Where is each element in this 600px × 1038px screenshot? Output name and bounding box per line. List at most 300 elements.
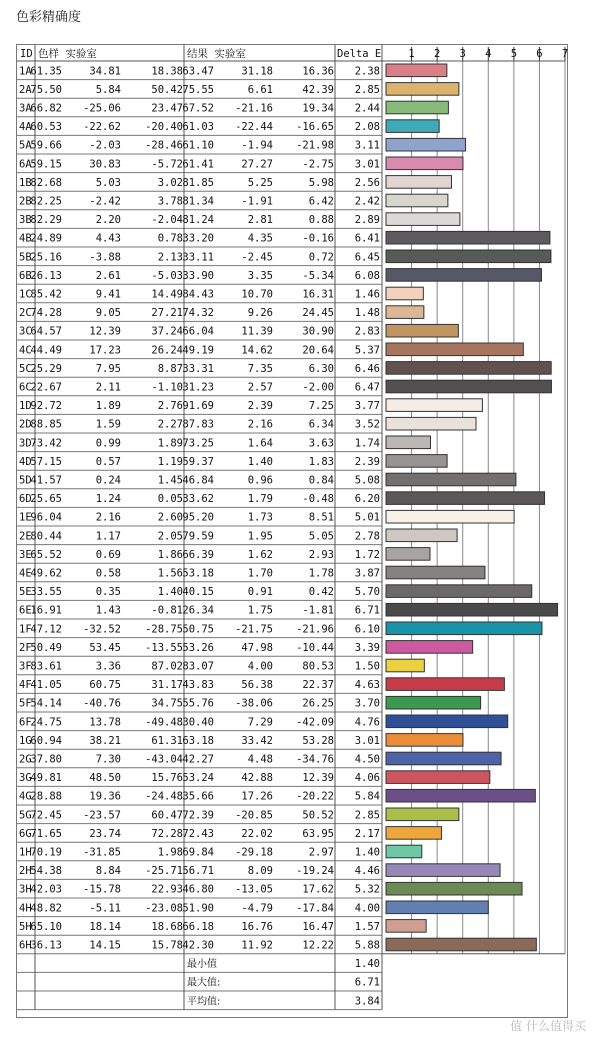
result-value: 59.37	[182, 455, 214, 468]
sample-value: 65.52	[30, 548, 62, 561]
result-value: 10.70	[241, 288, 273, 301]
result-value: 1.75	[247, 604, 273, 617]
result-value: 31.23	[182, 381, 214, 394]
delta-e-bar	[386, 585, 532, 598]
delta-e-value: 4.63	[354, 679, 380, 692]
result-value: 11.39	[241, 325, 273, 338]
result-value: 56.71	[182, 865, 214, 878]
delta-e-bar	[386, 696, 481, 709]
row-id: 2A	[19, 83, 32, 96]
sample-value: 30.83	[89, 158, 121, 171]
row-id: 5C	[19, 362, 32, 375]
delta-e-value: 5.08	[354, 474, 380, 487]
sample-value: 0.78	[157, 232, 183, 245]
sample-value: -25.71	[145, 865, 183, 878]
delta-e-bar	[386, 138, 466, 151]
result-value: -5.34	[302, 269, 334, 282]
result-value: 1.70	[247, 567, 273, 580]
sample-value: 0.99	[95, 437, 121, 450]
sample-value: 16.91	[30, 604, 62, 617]
result-value: 53.24	[182, 772, 214, 785]
result-value: 81.85	[182, 176, 214, 189]
sample-value: -20.40	[145, 121, 183, 134]
delta-e-bar	[386, 808, 459, 821]
sample-value: 82.29	[30, 214, 62, 227]
delta-e-value: 6.71	[354, 604, 380, 617]
delta-e-bar	[386, 529, 457, 542]
result-value: -38.06	[235, 697, 273, 710]
sample-value: 73.42	[30, 437, 62, 450]
result-value: 4.35	[247, 232, 273, 245]
sample-value: 1.98	[157, 846, 183, 859]
sample-value: 3.02	[157, 176, 183, 189]
sample-value: 1.24	[95, 493, 121, 506]
result-value: 50.75	[182, 623, 214, 636]
result-value: 50.52	[302, 809, 334, 822]
result-value: 12.22	[302, 939, 334, 952]
sample-value: 61.35	[30, 65, 62, 78]
result-value: 61.10	[182, 139, 214, 152]
row-id: 4F	[19, 679, 32, 692]
delta-e-value: 2.83	[354, 325, 380, 338]
sample-value: -13.55	[145, 641, 183, 654]
result-value: 22.02	[241, 827, 273, 840]
sample-value: 49.81	[30, 772, 62, 785]
sample-value: 36.13	[30, 939, 62, 952]
delta-e-value: 1.74	[354, 437, 380, 450]
summary-label: 平均值:	[187, 996, 221, 1008]
row-id: 3H	[19, 883, 32, 896]
sample-value: 3.78	[157, 195, 183, 208]
row-id: 3A	[19, 102, 32, 115]
delta-e-value: 5.70	[354, 586, 380, 599]
row-id: 1B	[19, 176, 32, 189]
sample-value: 1.43	[95, 604, 121, 617]
delta-e-value: 4.00	[354, 902, 380, 915]
result-value: -21.16	[235, 102, 273, 115]
sample-value: 2.60	[157, 511, 183, 524]
sample-value: 66.82	[30, 102, 62, 115]
sample-value: 61.31	[151, 734, 183, 747]
result-value: 17.26	[241, 790, 273, 803]
sample-value: 24.75	[30, 716, 62, 729]
delta-e-value: 2.08	[354, 121, 380, 134]
result-value: 53.18	[182, 567, 214, 580]
sample-value: 60.75	[89, 679, 121, 692]
delta-e-bar	[386, 176, 451, 189]
result-value: -0.48	[302, 493, 334, 506]
tick-label: 3	[459, 48, 466, 60]
row-id: 5F	[19, 697, 32, 710]
header-sample-lab: 色样 实验室	[38, 48, 97, 60]
sample-value: 47.12	[30, 623, 62, 636]
sample-value: 38.21	[89, 734, 121, 747]
result-value: 30.40	[182, 716, 214, 729]
result-value: -16.65	[296, 121, 334, 134]
sample-value: 9.41	[95, 288, 121, 301]
delta-e-value: 6.46	[354, 362, 380, 375]
result-value: 84.43	[182, 288, 214, 301]
row-id: 5A	[19, 139, 32, 152]
sample-value: -24.48	[145, 790, 183, 803]
summary-value: 3.84	[354, 995, 380, 1008]
result-value: 67.52	[182, 102, 214, 115]
delta-e-value: 1.46	[354, 288, 380, 301]
result-value: 26.34	[182, 604, 214, 617]
result-value: 0.96	[247, 474, 273, 487]
page-title: 色彩精确度	[16, 10, 82, 25]
result-value: 0.42	[308, 586, 334, 599]
result-value: 1.78	[308, 567, 334, 580]
delta-e-bar	[386, 362, 551, 375]
result-value: -1.94	[241, 139, 273, 152]
delta-e-bar	[386, 864, 500, 877]
delta-e-value: 6.08	[354, 269, 380, 282]
sample-value: 0.69	[95, 548, 121, 561]
result-value: 27.27	[241, 158, 273, 171]
result-value: 43.83	[182, 679, 214, 692]
result-value: 1.83	[308, 455, 334, 468]
sample-value: 57.15	[30, 455, 62, 468]
sample-value: 44.49	[30, 344, 62, 357]
sample-value: 2.05	[157, 530, 183, 543]
result-value: 1.73	[247, 511, 273, 524]
sample-value: 13.78	[89, 716, 121, 729]
delta-e-value: 2.17	[354, 827, 380, 840]
row-id: 1E	[19, 511, 32, 524]
row-id: 6A	[19, 158, 32, 171]
result-value: 33.42	[241, 734, 273, 747]
result-value: 66.04	[182, 325, 214, 338]
result-value: 7.25	[308, 400, 334, 413]
sample-value: 19.36	[89, 790, 121, 803]
result-value: 11.92	[241, 939, 273, 952]
result-value: 9.26	[247, 307, 273, 320]
sample-value: 18.14	[89, 920, 121, 933]
header-delta-e: Delta E	[337, 48, 382, 60]
row-id: 2E	[19, 530, 32, 543]
sample-value: 82.25	[30, 195, 62, 208]
result-value: 24.45	[302, 307, 334, 320]
delta-e-value: 5.01	[354, 511, 380, 524]
sample-value: -1.10	[151, 381, 183, 394]
result-value: 87.83	[182, 418, 214, 431]
sample-value: 18.68	[151, 920, 183, 933]
delta-e-bar	[386, 771, 490, 784]
delta-e-value: 6.47	[354, 381, 380, 394]
result-value: -19.24	[296, 865, 334, 878]
sample-value: 24.89	[30, 232, 62, 245]
delta-e-value: 4.76	[354, 716, 380, 729]
sample-value: 87.02	[151, 660, 183, 673]
result-value: 2.16	[247, 418, 273, 431]
delta-e-value: 2.44	[354, 102, 380, 115]
sample-value: 65.10	[30, 920, 62, 933]
sample-value: 1.40	[157, 586, 183, 599]
summary-value: 6.71	[354, 976, 380, 989]
sample-value: -5.03	[151, 269, 183, 282]
delta-e-bar	[386, 287, 423, 300]
row-id: 6F	[19, 716, 32, 729]
result-value: 1.40	[247, 455, 273, 468]
sample-value: -28.46	[145, 139, 183, 152]
result-value: 26.25	[302, 697, 334, 710]
sample-value: 71.65	[30, 827, 62, 840]
result-value: 12.39	[302, 772, 334, 785]
sample-value: 0.24	[95, 474, 121, 487]
row-id: 2D	[19, 418, 32, 431]
tick-label: 4	[485, 48, 492, 60]
sample-value: 64.57	[30, 325, 62, 338]
row-id: 3C	[19, 325, 32, 338]
result-value: 2.81	[247, 214, 273, 227]
sample-value: 60.94	[30, 734, 62, 747]
result-value: 66.39	[182, 548, 214, 561]
delta-e-value: 4.50	[354, 753, 380, 766]
result-value: 6.30	[308, 362, 334, 375]
delta-e-bar	[386, 343, 523, 356]
sample-value: -3.88	[89, 251, 121, 264]
delta-e-value: 5.84	[354, 790, 380, 803]
row-id: 3E	[19, 548, 32, 561]
result-value: -29.18	[235, 846, 273, 859]
header-id: ID	[20, 48, 33, 60]
row-id: 1G	[19, 734, 32, 747]
sample-value: 5.03	[95, 176, 121, 189]
result-value: 63.18	[182, 734, 214, 747]
sample-value: 70.19	[30, 846, 62, 859]
row-id: 3B	[19, 214, 32, 227]
delta-e-bar	[386, 678, 504, 691]
sample-value: 8.87	[157, 362, 183, 375]
sample-value: 2.76	[157, 400, 183, 413]
result-value: 56.38	[241, 679, 273, 692]
result-value: 61.41	[182, 158, 214, 171]
delta-e-value: 2.89	[354, 214, 380, 227]
result-value: -34.76	[296, 753, 334, 766]
delta-e-bar	[386, 380, 551, 393]
result-value: 81.34	[182, 195, 214, 208]
watermark: 值 什么值得买	[510, 1019, 586, 1033]
result-value: -13.05	[235, 883, 273, 896]
result-value: 1.79	[247, 493, 273, 506]
result-value: -1.91	[241, 195, 273, 208]
sample-value: 15.78	[151, 939, 183, 952]
result-value: -20.85	[235, 809, 273, 822]
sample-value: -49.48	[145, 716, 183, 729]
result-value: 73.25	[182, 437, 214, 450]
sample-value: 0.35	[95, 586, 121, 599]
sample-value: 74.28	[30, 307, 62, 320]
sample-value: 85.42	[30, 288, 62, 301]
delta-e-value: 3.01	[354, 734, 380, 747]
tick-label: 6	[536, 48, 543, 60]
delta-e-value: 3.11	[354, 139, 380, 152]
sample-value: 2.27	[157, 418, 183, 431]
sample-value: 3.36	[95, 660, 121, 673]
result-value: 2.39	[247, 400, 273, 413]
delta-e-bar	[386, 622, 542, 635]
sample-value: -2.42	[89, 195, 121, 208]
result-value: 16.31	[302, 288, 334, 301]
row-id: 1A	[19, 65, 32, 78]
sample-value: -2.04	[151, 214, 183, 227]
delta-e-bar	[386, 473, 516, 486]
delta-e-value: 4.06	[354, 772, 380, 785]
tick-label: 7	[561, 48, 569, 60]
result-value: 0.84	[308, 474, 334, 487]
row-id: 1H	[19, 846, 32, 859]
sample-value: 54.14	[30, 697, 62, 710]
result-value: 2.93	[308, 548, 334, 561]
sample-value: 34.75	[151, 697, 183, 710]
sample-value: 26.13	[30, 269, 62, 282]
sample-value: 48.82	[30, 902, 62, 915]
sample-value: 1.86	[157, 548, 183, 561]
sample-value: 50.49	[30, 641, 62, 654]
delta-e-bar	[386, 455, 447, 468]
result-value: 61.03	[182, 121, 214, 134]
delta-e-bar	[386, 157, 463, 170]
result-value: -21.96	[296, 623, 334, 636]
tick-label: 5	[510, 48, 518, 60]
result-value: 42.88	[241, 772, 273, 785]
delta-e-bar	[386, 920, 426, 933]
sample-value: 22.67	[30, 381, 62, 394]
delta-e-bar	[386, 659, 424, 672]
sample-value: -15.78	[83, 883, 121, 896]
delta-e-value: 1.50	[354, 660, 380, 673]
row-id: 2C	[19, 307, 32, 320]
sample-value: 60.53	[30, 121, 62, 134]
sample-value: 1.45	[157, 474, 183, 487]
result-value: 8.09	[247, 865, 273, 878]
row-id: 6D	[19, 493, 32, 506]
sample-value: 83.61	[30, 660, 62, 673]
result-value: 33.90	[182, 269, 214, 282]
sample-value: 92.72	[30, 400, 62, 413]
row-id: 4C	[19, 344, 32, 357]
row-id: 6H	[19, 939, 32, 952]
sample-value: -0.81	[151, 604, 183, 617]
color-accuracy-chart	[17, 45, 567, 1017]
delta-e-bar	[386, 324, 458, 337]
sample-value: 25.16	[30, 251, 62, 264]
result-value: -22.44	[235, 121, 273, 134]
delta-e-value: 6.10	[354, 623, 380, 636]
result-value: 47.98	[241, 641, 273, 654]
result-value: 6.34	[308, 418, 334, 431]
delta-e-bar	[386, 120, 439, 133]
delta-e-value: 2.38	[354, 65, 380, 78]
sample-value: 2.16	[95, 511, 121, 524]
result-value: 42.27	[182, 753, 214, 766]
sample-value: 0.57	[95, 455, 121, 468]
delta-e-value: 1.48	[354, 307, 380, 320]
sample-value: 9.05	[95, 307, 121, 320]
delta-e-value: 5.88	[354, 939, 380, 952]
sample-value: 60.47	[151, 809, 183, 822]
delta-e-bar	[386, 901, 488, 914]
delta-e-value: 6.41	[354, 232, 380, 245]
sample-value: 0.58	[95, 567, 121, 580]
result-value: 20.64	[302, 344, 334, 357]
delta-e-value: 2.39	[354, 455, 380, 468]
result-value: 53.28	[302, 734, 334, 747]
sample-value: 23.74	[89, 827, 121, 840]
delta-e-bar	[386, 194, 448, 207]
sample-value: 1.89	[157, 437, 183, 450]
row-id: 2G	[19, 753, 32, 766]
delta-e-bar	[386, 715, 508, 728]
sample-value: 7.30	[95, 753, 121, 766]
result-value: 4.00	[247, 660, 273, 673]
sample-value: 37.24	[151, 325, 183, 338]
delta-e-bar	[386, 845, 422, 858]
row-id: 1D	[19, 400, 32, 413]
result-value: 31.18	[241, 65, 273, 78]
sample-value: 7.95	[95, 362, 121, 375]
result-value: 1.95	[247, 530, 273, 543]
delta-e-value: 3.77	[354, 400, 380, 413]
row-id: 6G	[19, 827, 32, 840]
result-value: -21.98	[296, 139, 334, 152]
result-value: 8.51	[308, 511, 334, 524]
delta-e-value: 3.70	[354, 697, 380, 710]
result-value: 55.76	[182, 697, 214, 710]
tick-label: 2	[433, 48, 441, 60]
sample-value: -25.06	[83, 102, 121, 115]
row-id: 4H	[19, 902, 32, 915]
result-value: 16.47	[302, 920, 334, 933]
result-value: 3.35	[247, 269, 273, 282]
sample-value: 34.81	[89, 65, 121, 78]
sample-value: 1.17	[95, 530, 121, 543]
delta-e-value: 3.87	[354, 567, 380, 580]
result-value: 72.43	[182, 827, 214, 840]
result-value: -17.84	[296, 902, 334, 915]
delta-e-value: 6.45	[354, 251, 380, 264]
delta-e-bar	[386, 938, 536, 951]
sample-value: 2.13	[157, 251, 183, 264]
result-value: -21.75	[235, 623, 273, 636]
sample-value: 80.44	[30, 530, 62, 543]
delta-e-value: 3.39	[354, 641, 380, 654]
sample-value: 1.59	[95, 418, 121, 431]
row-id: 4A	[19, 121, 32, 134]
sample-value: 42.03	[30, 883, 62, 896]
row-id: 5D	[19, 474, 32, 487]
result-value: -10.44	[296, 641, 334, 654]
sample-value: -40.76	[83, 697, 121, 710]
row-id: 5B	[19, 251, 32, 264]
result-value: 33.31	[182, 362, 214, 375]
row-id: 1F	[19, 623, 32, 636]
delta-e-bar	[386, 882, 522, 895]
delta-e-bar	[386, 789, 535, 802]
sample-value: -23.08	[145, 902, 183, 915]
delta-e-bar	[386, 306, 424, 319]
sample-value: 1.56	[157, 567, 183, 580]
result-value: 66.18	[182, 920, 214, 933]
result-value: -2.00	[302, 381, 334, 394]
delta-e-value: 3.52	[354, 418, 380, 431]
result-value: 6.42	[308, 195, 334, 208]
sample-value: 2.20	[95, 214, 121, 227]
result-value: 5.98	[308, 176, 334, 189]
row-id: 2F	[19, 641, 32, 654]
sample-value: 50.42	[151, 83, 183, 96]
